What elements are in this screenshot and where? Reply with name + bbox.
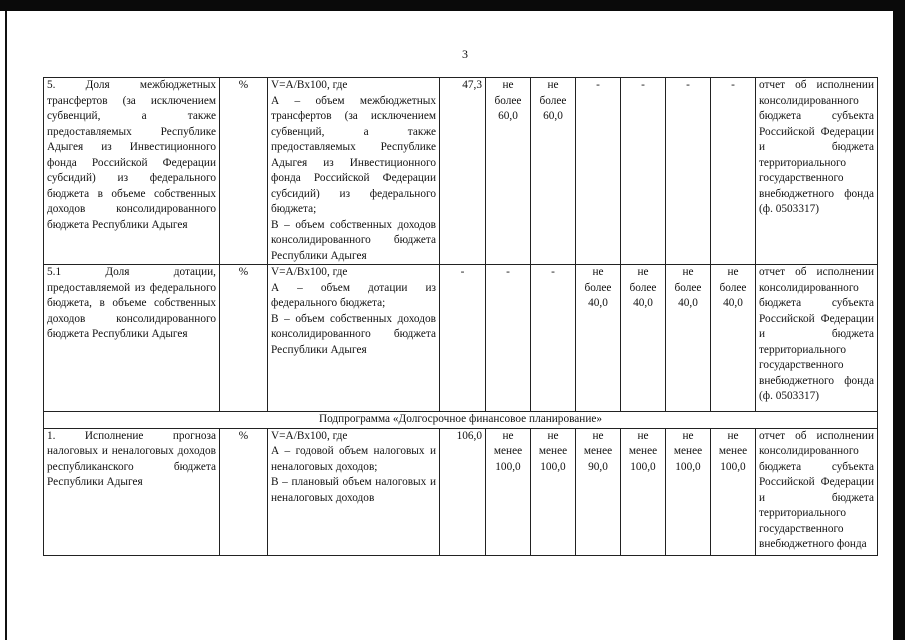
source-cell: отчет об исполнении консолидированного бюджета субъекта Российской Федерации и бюджета территориального государственного внебюджетного фонда (ф. 0503317): [756, 78, 878, 265]
scan-border-left: [5, 11, 7, 640]
subprogram-heading: Подпрограмма «Долгосрочное финансовое планирование»: [44, 412, 878, 429]
base-value: -: [440, 265, 486, 412]
target-value: не более 40,0: [584, 266, 612, 309]
table-row: [44, 412, 878, 429]
target-value: не более 40,0: [674, 266, 702, 309]
target-value: не менее 100,0: [628, 429, 658, 473]
page-number: 3: [462, 47, 468, 61]
base-value: 47,3: [440, 78, 486, 265]
target-value: не менее 100,0: [493, 429, 523, 473]
indicator-name: 1. Исполнение прогноза налоговых и неналоговых доходов республиканского бюджета Республики Адыгея: [44, 428, 220, 555]
target-value: не более 60,0: [494, 79, 522, 122]
table-row: [44, 78, 878, 265]
target-value: не менее 100,0: [538, 429, 568, 473]
table-row: [44, 265, 878, 412]
scan-border-top: [0, 0, 893, 11]
formula-cell: V=A/Bx100, где А – объем межбюджетных трансфертов (за исключением субвенций, а также предоставляемых Республике Адыгея из Инвестиционного фонда Российской Федерации субсидий) из федерального бюджета; В – объем собственных доходов консолидированного бюджета Республики Адыгея: [271, 79, 436, 262]
base-value: 106,0: [440, 428, 486, 555]
formula-cell: V=A/Bx100, где А – объем дотации из федерального бюджета; В – объем собственных доходов консолидированного бюджета Республики Адыгея: [271, 266, 436, 356]
table-row: [44, 428, 878, 555]
target-value: -: [596, 79, 600, 91]
target-value: не более 40,0: [629, 266, 657, 309]
formula-cell: V=A/Bx100, где А – годовой объем налоговых и неналоговых доходов; В – плановый объем налоговых и неналоговых доходов: [271, 429, 436, 504]
source-cell: отчет об исполнении консолидированного бюджета субъекта Российской Федерации и бюджета территориального государственного внебюджетного фонда: [756, 428, 878, 555]
target-value: -: [731, 79, 735, 91]
target-value: -: [641, 79, 645, 91]
source-cell: отчет об исполнении консолидированного бюджета субъекта Российской Федерации и бюджета территориального государственного внебюджетного фонда (ф. 0503317): [756, 265, 878, 412]
unit-cell: %: [220, 78, 268, 265]
target-value: не менее 90,0: [583, 429, 613, 473]
indicator-name: 5.1 Доля дотации, предоставляемой из федерального бюджета, в объеме собственных доходов консолидированного бюджета Республики Адыгея: [44, 265, 220, 412]
target-value: не менее 100,0: [718, 429, 748, 473]
target-value: не более 40,0: [719, 266, 747, 309]
target-value: не менее 100,0: [673, 429, 703, 473]
indicator-name: 5. Доля межбюджетных трансфертов (за исключением субвенций, а также предоставляемых Республике Адыгея из Инвестиционного фонда Российской Федерации субсидий) из федерального бюджета в объеме собственных доходов консолидированного бюджета Республики Адыгея: [44, 78, 220, 265]
unit-cell: %: [220, 428, 268, 555]
unit-cell: %: [220, 265, 268, 412]
target-value: не более 60,0: [539, 79, 567, 122]
scan-border-right: [893, 0, 905, 640]
target-value: -: [686, 79, 690, 91]
indicator-table: [43, 77, 878, 556]
target-value: -: [506, 266, 510, 278]
target-value: -: [551, 266, 555, 278]
